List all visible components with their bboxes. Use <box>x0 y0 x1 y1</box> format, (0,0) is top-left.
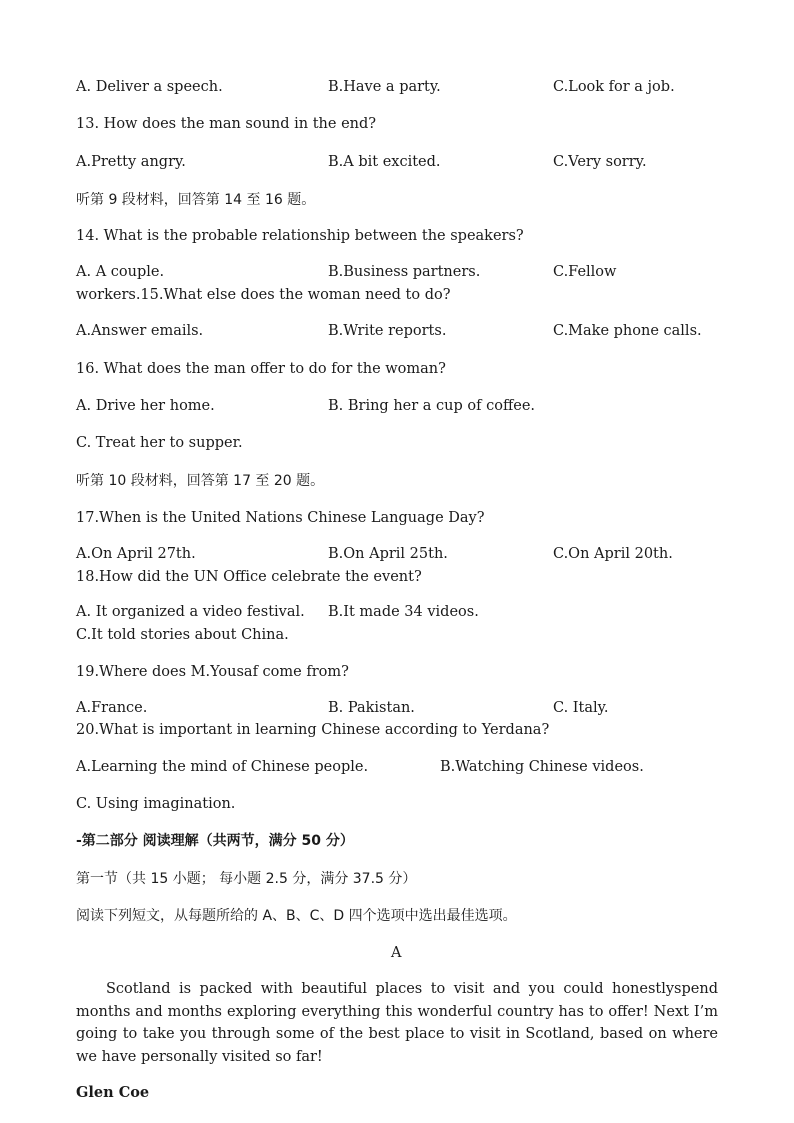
q14-wrap-and-q15-stem: workers.15.What else does the woman need to do? <box>76 287 451 303</box>
q20-option-a: A.Learning the mind of Chinese people. <box>76 759 369 775</box>
q13-stem: 13. How does the man sound in the end? <box>76 116 377 132</box>
q17-stem: 17.When is the United Nations Chinese Language Day? <box>76 510 485 526</box>
listening-instruction-10: 听第 10 段材料，回答第 17 至 20 题。 <box>76 473 325 489</box>
passage-letter: A <box>391 945 402 961</box>
q12-option-a: A. Deliver a speech. <box>76 79 223 95</box>
q17-option-a: A.On April 27th. <box>76 546 196 562</box>
q17-option-c: C.On April 20th. <box>553 546 673 562</box>
part2-section1: 第一节（共 15 小题； 每小题 2.5 分，满分 37.5 分） <box>76 871 417 887</box>
q20-stem: 20.What is important in learning Chinese according to Yerdana? <box>76 722 550 738</box>
q18-option-c: C.It told stories about China. <box>76 627 289 643</box>
q14-option-b: B.Business partners. <box>328 264 481 280</box>
q19-option-a: A.France. <box>76 700 148 716</box>
q15-option-b: B.Write reports. <box>328 323 447 339</box>
q16-option-c: C. Treat her to supper. <box>76 435 243 451</box>
passage-paragraph: Scotland is packed with beautiful places to visit and you could honestlyspend months and months exploring everything this wonderful country has to offer! Next I’m going to take you through some of the best place to visit in Scotland, based on where we have personally visited so far! <box>76 981 718 1065</box>
q13-option-a: A.Pretty angry. <box>76 154 186 170</box>
q19-option-b: B. Pakistan. <box>328 700 415 716</box>
q16-option-a: A. Drive her home. <box>76 398 215 414</box>
q18-option-a: A. It organized a video festival. <box>76 604 305 620</box>
q16-stem: 16. What does the man offer to do for the woman? <box>76 361 446 377</box>
q13-option-c: C.Very sorry. <box>553 154 647 170</box>
q14-option-a: A. A couple. <box>76 264 165 280</box>
q18-stem: 18.How did the UN Office celebrate the event? <box>76 569 422 585</box>
q15-option-c: C.Make phone calls. <box>553 323 702 339</box>
listening-instruction-9: 听第 9 段材料，回答第 14 至 16 题。 <box>76 192 316 208</box>
passage-heading: Glen Coe <box>76 1084 150 1101</box>
q12-option-c: C.Look for a job. <box>553 79 675 95</box>
q20-option-b: B.Watching Chinese videos. <box>440 759 644 775</box>
q12-option-b: B.Have a party. <box>328 79 441 95</box>
q14-stem: 14. What is the probable relationship between the speakers? <box>76 228 524 244</box>
q14-option-c: C.Fellow <box>553 264 617 280</box>
q19-option-c: C. Italy. <box>553 700 609 716</box>
part2-instruction: 阅读下列短文，从每题所给的 A、B、C、D 四个选项中选出最佳选项。 <box>76 908 517 924</box>
q18-option-b: B.It made 34 videos. <box>328 604 479 620</box>
q13-option-b: B.A bit excited. <box>328 154 441 170</box>
passage-body <box>76 978 718 1068</box>
q20-option-c: C. Using imagination. <box>76 796 236 812</box>
q19-stem: 19.Where does M.Yousaf come from? <box>76 664 349 680</box>
q15-option-a: A.Answer emails. <box>76 323 204 339</box>
part2-title: -第二部分 阅读理解（共两节，满分 50 分） <box>76 833 354 849</box>
q17-option-b: B.On April 25th. <box>328 546 448 562</box>
q16-option-b: B. Bring her a cup of coffee. <box>328 398 536 414</box>
